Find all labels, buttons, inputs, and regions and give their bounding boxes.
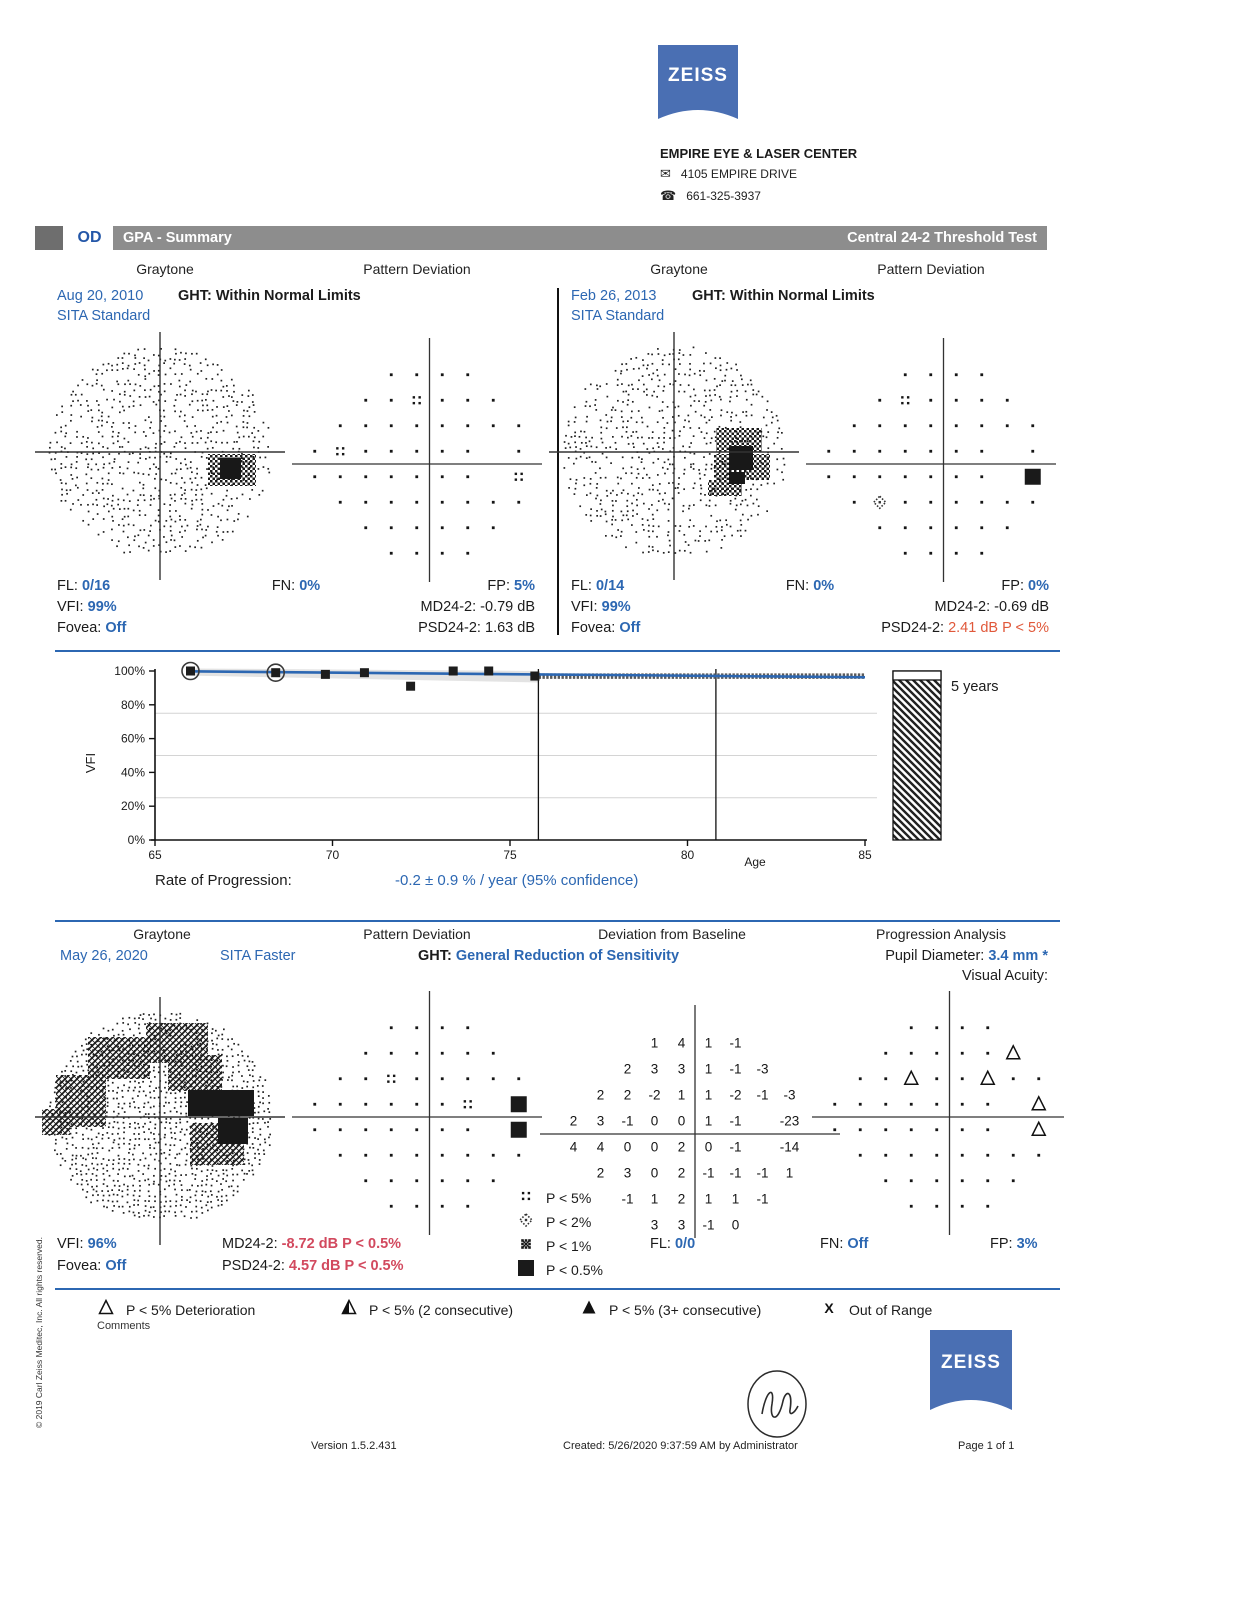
svg-text:0: 0 xyxy=(650,1165,659,1181)
col-pattern-dev-2: Pattern Deviation xyxy=(877,261,985,277)
svg-text:1: 1 xyxy=(704,1191,713,1207)
svg-text:ZEISS: ZEISS xyxy=(941,1352,1001,1373)
svg-text:4: 4 xyxy=(677,1035,686,1051)
svg-text:-1: -1 xyxy=(621,1113,634,1129)
prob-legend-p2: P < 2% xyxy=(515,1210,591,1233)
svg-text:3: 3 xyxy=(650,1217,659,1233)
svg-text:-2: -2 xyxy=(648,1087,661,1103)
svg-text:1: 1 xyxy=(704,1035,713,1051)
fu-pupil: Pupil Diameter: 3.4 mm * xyxy=(885,948,1048,964)
rate-of-progression-label: Rate of Progression: xyxy=(155,872,292,889)
graytone-plot-2020 xyxy=(35,995,285,1245)
svg-text:-2: -2 xyxy=(729,1087,742,1103)
svg-text:3: 3 xyxy=(623,1165,632,1181)
exam2-stats-row2: VFI: 99% MD24-2: -0.69 dB xyxy=(571,599,1049,615)
svg-text:2: 2 xyxy=(677,1191,686,1207)
version-text: Version 1.5.2.431 xyxy=(311,1440,397,1452)
svg-text:2: 2 xyxy=(623,1087,632,1103)
exam1-stats-row1: FL: 0/16 FN: 0% FP: 5% xyxy=(57,578,535,594)
pattern-deviation-plot-2020 xyxy=(292,985,542,1240)
address-row xyxy=(660,166,797,182)
svg-text:-1: -1 xyxy=(702,1217,715,1233)
graytone-plot-2010 xyxy=(35,330,285,580)
svg-text:4: 4 xyxy=(596,1139,605,1155)
p5-icon xyxy=(515,1186,537,1209)
svg-text:100%: 100% xyxy=(114,664,145,678)
fu-fn: FN: Off xyxy=(820,1236,869,1252)
svg-text:0: 0 xyxy=(650,1139,659,1155)
divider-rule-1 xyxy=(55,650,1060,652)
phone-icon: ☎ xyxy=(660,188,677,203)
svg-text:1: 1 xyxy=(650,1035,659,1051)
col-pattern-dev-1: Pattern Deviation xyxy=(363,261,471,277)
fu-fl: FL: 0/0 xyxy=(650,1236,696,1252)
svg-text:85: 85 xyxy=(858,848,872,862)
clinic-phone: 661-325-3937 xyxy=(686,189,761,203)
svg-text:3: 3 xyxy=(596,1113,605,1129)
title-bar xyxy=(35,226,1047,250)
x-icon xyxy=(818,1298,840,1321)
svg-text:2: 2 xyxy=(623,1061,632,1077)
col-graytone-2: Graytone xyxy=(650,261,708,277)
svg-text:1: 1 xyxy=(704,1087,713,1103)
progression-analysis-plot xyxy=(812,985,1068,1240)
p2-icon xyxy=(515,1210,537,1233)
prob-legend-p05: P < 0.5% xyxy=(515,1258,603,1281)
fu-col-pattern-dev: Pattern Deviation xyxy=(363,926,471,942)
copyright-text: © 2019 Carl Zeiss Meditec, Inc. All rights reserved. xyxy=(34,1237,44,1428)
svg-text:80%: 80% xyxy=(120,697,145,712)
gpa-legend-3consec: P < 5% (3+ consecutive) xyxy=(578,1298,761,1321)
svg-text:1: 1 xyxy=(785,1165,794,1181)
svg-text:80: 80 xyxy=(680,848,695,862)
svg-text:1: 1 xyxy=(650,1191,659,1207)
svg-text:-1: -1 xyxy=(702,1165,715,1181)
exam2-stats-row3: Fovea: Off PSD24-2: 2.41 dB P < 5% xyxy=(571,620,1049,636)
svg-text:2: 2 xyxy=(677,1139,686,1155)
zeiss-logo-footer xyxy=(930,1330,1012,1422)
svg-text:2: 2 xyxy=(677,1165,686,1181)
svg-text:-1: -1 xyxy=(729,1113,742,1129)
svg-text:-1: -1 xyxy=(729,1035,742,1051)
svg-text:70: 70 xyxy=(325,848,340,862)
clinic-name: EMPIRE EYE & LASER CENTER xyxy=(660,146,858,161)
svg-text:-1: -1 xyxy=(756,1087,769,1103)
svg-text:-3: -3 xyxy=(756,1061,769,1077)
report-title: GPA - Summary xyxy=(123,230,232,246)
svg-text:0: 0 xyxy=(731,1217,740,1233)
fu-col-progression: Progression Analysis xyxy=(876,926,1006,942)
rate-of-progression-value: -0.2 ± 0.9 % / year (95% confidence) xyxy=(395,872,639,889)
svg-text:20%: 20% xyxy=(120,799,145,814)
title-bar-strip xyxy=(113,226,1047,250)
fu-ght: GHT: General Reduction of Sensitivity xyxy=(418,948,680,964)
svg-text:0: 0 xyxy=(623,1139,632,1155)
graytone-plot-2013 xyxy=(549,330,799,580)
svg-text:X: X xyxy=(824,1300,834,1316)
title-bar-block xyxy=(35,226,63,250)
exam2-date: Feb 26, 2013 xyxy=(571,288,657,304)
fu-psd: PSD24-2: 4.57 dB P < 0.5% xyxy=(222,1258,404,1274)
zeiss-logo xyxy=(658,45,738,129)
phone-row xyxy=(660,188,761,204)
mail-icon: ✉ xyxy=(660,166,671,181)
fu-fp: FP: 3% xyxy=(990,1236,1038,1252)
exam1-date: Aug 20, 2010 xyxy=(57,288,144,304)
svg-text:65: 65 xyxy=(148,848,162,862)
page-number: Page 1 of 1 xyxy=(958,1440,1015,1452)
exam1-stats-row3: Fovea: Off PSD24-2: 1.63 dB xyxy=(57,620,535,636)
svg-text:2: 2 xyxy=(596,1087,605,1103)
open-triangle-icon xyxy=(95,1298,117,1321)
svg-text:-1: -1 xyxy=(729,1139,742,1155)
prob-legend-p1: P < 1% xyxy=(515,1234,591,1257)
svg-text:-3: -3 xyxy=(783,1087,796,1103)
signature xyxy=(738,1368,816,1442)
svg-text:-1: -1 xyxy=(729,1061,742,1077)
fu-fovea: Fovea: Off xyxy=(57,1258,127,1274)
svg-text:75: 75 xyxy=(503,848,517,862)
half-triangle-icon xyxy=(338,1298,360,1321)
svg-text:-1: -1 xyxy=(756,1191,769,1207)
svg-text:5 years: 5 years xyxy=(951,679,999,695)
svg-text:1: 1 xyxy=(704,1113,713,1129)
svg-text:3: 3 xyxy=(677,1217,686,1233)
eye-label: OD xyxy=(66,226,113,250)
pattern-deviation-plot-2013 xyxy=(806,332,1056,582)
svg-text:1: 1 xyxy=(731,1191,740,1207)
vfi-trend-chart xyxy=(55,655,1060,873)
exam1-ght: GHT: Within Normal Limits xyxy=(178,288,361,304)
exam1-strategy: SITA Standard xyxy=(57,308,151,324)
clinic-address: 4105 EMPIRE DRIVE xyxy=(680,167,797,181)
svg-text:2: 2 xyxy=(569,1113,578,1129)
p1-icon xyxy=(515,1234,537,1257)
svg-text:4: 4 xyxy=(569,1139,578,1155)
gpa-legend-deterioration: P < 5% Deterioration xyxy=(95,1298,255,1321)
svg-text:-23: -23 xyxy=(779,1113,800,1129)
svg-text:0: 0 xyxy=(704,1139,713,1155)
fu-col-graytone: Graytone xyxy=(133,926,191,942)
fu-strategy: SITA Faster xyxy=(220,948,296,964)
svg-text:Age: Age xyxy=(744,855,766,869)
divider-rule-2 xyxy=(55,920,1060,922)
p05-icon xyxy=(515,1258,537,1281)
fu-date: May 26, 2020 xyxy=(60,948,148,964)
gpa-legend-2consec: P < 5% (2 consecutive) xyxy=(338,1298,513,1321)
exam2-stats-row1: FL: 0/14 FN: 0% FP: 0% xyxy=(571,578,1049,594)
pattern-deviation-plot-2010 xyxy=(292,332,542,582)
svg-text:0: 0 xyxy=(650,1113,659,1129)
fu-vfi: VFI: 96% xyxy=(57,1236,117,1252)
exam1-stats-row2: VFI: 99% MD24-2: -0.79 dB xyxy=(57,599,535,615)
svg-text:60%: 60% xyxy=(120,731,145,746)
svg-text:ZEISS: ZEISS xyxy=(668,65,728,86)
divider-rule-3 xyxy=(55,1288,1060,1290)
prob-legend-p5: P < 5% xyxy=(515,1186,591,1209)
svg-text:-14: -14 xyxy=(779,1139,800,1155)
fu-col-dev-baseline: Deviation from Baseline xyxy=(598,926,746,942)
svg-text:3: 3 xyxy=(677,1061,686,1077)
created-text: Created: 5/26/2020 9:37:59 AM by Administrator xyxy=(563,1440,798,1452)
fu-visual-acuity: Visual Acuity: xyxy=(962,968,1048,984)
filled-triangle-icon xyxy=(578,1298,600,1321)
gpa-legend-out-of-range: X Out of Range xyxy=(818,1298,932,1321)
svg-text:1: 1 xyxy=(677,1087,686,1103)
test-name: Central 24-2 Threshold Test xyxy=(847,230,1037,246)
svg-text:3: 3 xyxy=(650,1061,659,1077)
exam2-strategy: SITA Standard xyxy=(571,308,665,324)
svg-text:2: 2 xyxy=(596,1165,605,1181)
svg-text:-1: -1 xyxy=(729,1165,742,1181)
svg-text:1: 1 xyxy=(704,1061,713,1077)
exam2-ght: GHT: Within Normal Limits xyxy=(692,288,875,304)
comments-label: Comments xyxy=(97,1320,151,1332)
svg-text:0%: 0% xyxy=(127,833,145,847)
svg-text:VFI: VFI xyxy=(83,752,98,774)
svg-text:0: 0 xyxy=(677,1113,686,1129)
svg-text:-1: -1 xyxy=(621,1191,634,1207)
fu-md: MD24-2: -8.72 dB P < 0.5% xyxy=(222,1236,402,1252)
svg-text:40%: 40% xyxy=(120,765,145,780)
svg-text:-1: -1 xyxy=(756,1165,769,1181)
col-graytone-1: Graytone xyxy=(136,261,194,277)
